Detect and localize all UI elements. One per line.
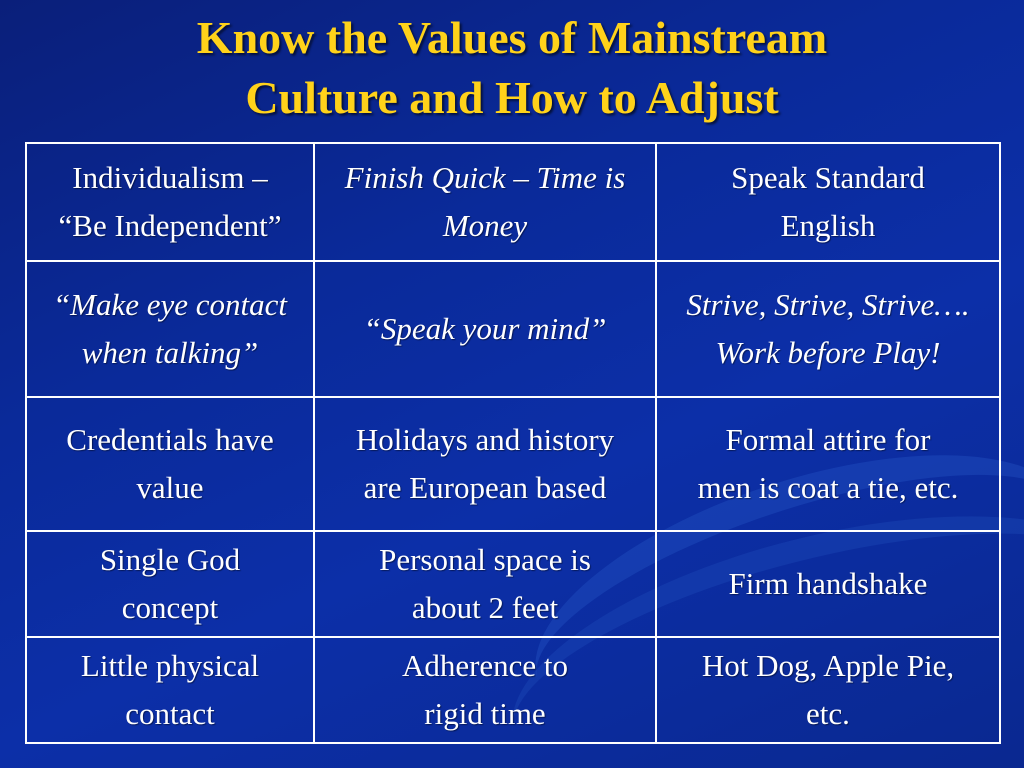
- table-row: [26, 397, 1000, 531]
- table-cell: [26, 261, 314, 397]
- slide-title-line-2: Culture and How to Adjust: [245, 72, 779, 123]
- table-cell: [26, 531, 314, 637]
- cell-text: Little physical contact: [80, 648, 260, 731]
- cell-text: Credentials have value: [66, 422, 274, 505]
- cell-text: Hot Dog, Apple Pie, etc.: [701, 648, 955, 731]
- cell-text: Holidays and history are European based: [355, 422, 615, 505]
- table-cell: [656, 637, 1000, 743]
- slide-title: [0, 8, 1024, 128]
- table-cell: [656, 531, 1000, 637]
- table-row: [26, 143, 1000, 261]
- table-row: [26, 531, 1000, 637]
- cell-text: “Speak your mind”: [363, 311, 607, 346]
- cell-text: Finish Quick – Time is Money: [344, 160, 626, 243]
- cell-text: Strive, Strive, Strive…. Work before Play!: [686, 287, 970, 370]
- table-cell: [314, 143, 656, 261]
- table-cell: [26, 397, 314, 531]
- values-table: [25, 142, 1001, 744]
- table-row: [26, 261, 1000, 397]
- table-cell: [26, 143, 314, 261]
- table-cell: [656, 397, 1000, 531]
- table-cell: [656, 261, 1000, 397]
- cell-text: Adherence to rigid time: [401, 648, 569, 731]
- cell-text: Personal space is about 2 feet: [379, 542, 591, 625]
- cell-text: Single God concept: [99, 542, 241, 625]
- table-cell: [314, 637, 656, 743]
- table-cell: [26, 637, 314, 743]
- cell-text: Speak Standard English: [731, 160, 925, 243]
- table-cell: [656, 143, 1000, 261]
- table-cell: [314, 531, 656, 637]
- cell-text: “Make eye contact when talking”: [52, 287, 288, 370]
- cell-text: Firm handshake: [728, 566, 928, 601]
- cell-text: Formal attire for men is coat a tie, etc.: [697, 422, 959, 505]
- cell-text: Individualism – “Be Independent”: [58, 160, 282, 243]
- table-cell: [314, 261, 656, 397]
- table-row: [26, 637, 1000, 743]
- table-cell: [314, 397, 656, 531]
- slide-title-line-1: Know the Values of Mainstream: [196, 12, 828, 63]
